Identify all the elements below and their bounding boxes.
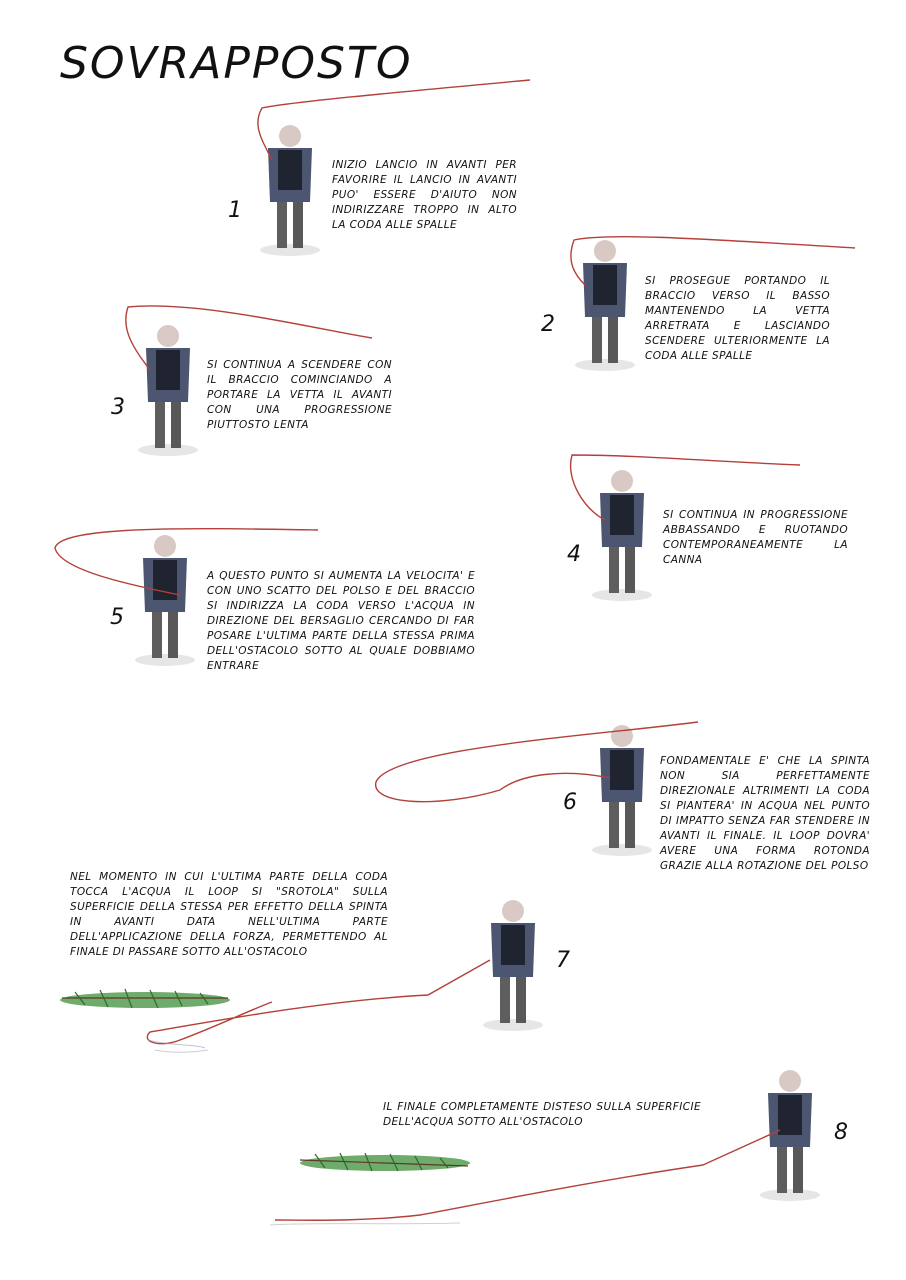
- step-description-1: INIZIO LANCIO IN AVANTI PER FAVORIRE IL LANCIO IN AVANTI PUO' ESSERE D'AIUTO NON INDIRIZZARE TROPPO IN ALTO LA CODA ALLE SPALLE: [332, 159, 517, 231]
- step-number-4: 4: [567, 542, 581, 567]
- step-description-3: SI CONTINUA A SCENDERE CON IL BRACCIO COMINCIANDO A PORTARE LA VETTA IL AVANTI CON UNA PROGRESSIONE PIUTTOSTO LENTA: [207, 359, 392, 431]
- step-number-1: 1: [228, 198, 242, 223]
- step-description-8: IL FINALE COMPLETAMENTE DISTESO SULLA SUPERFICIE DELL'ACQUA SOTTO ALL'OSTACOLO: [383, 1101, 701, 1128]
- step-number-8: 8: [834, 1120, 848, 1145]
- step-description-6: FONDAMENTALE E' CHE LA SPINTA NON SIA PERFETTAMENTE DIREZIONALE ALTRIMENTI LA CODA SI PIANTERA' IN ACQUA NEL PUNTO DI IMPATTO SENZA FAR STENDERE IN AVANTI IL FINALE. IL LOOP DOVRA' AVERE UNA FORMA ROTONDA GRAZIE ALLA ROTAZIONE DEL POLSO: [660, 755, 870, 872]
- step-description-4: SI CONTINUA IN PROGRESSIONE ABBASSANDO E RUOTANDO CONTEMPORANEAMENTE LA CANNA: [663, 509, 848, 566]
- step-number-6: 6: [563, 790, 577, 815]
- tree-branch-obstacle-1: [60, 989, 230, 1008]
- step-description-5: A QUESTO PUNTO SI AUMENTA LA VELOCITA' E CON UNO SCATTO DEL POLSO E DEL BRACCIO SI INDIRIZZA LA CODA VERSO L'ACQUA IN DIREZIONE DEL BERSAGLIO CERCANDO DI FAR POSARE L'ULTIMA PARTE DELLA STESSA PRIMA DELL'OSTACOLO SOTTO AL QUALE DOBBIAMO ENTRARE: [207, 570, 475, 672]
- step-description-2: SI PROSEGUE PORTANDO IL BRACCIO VERSO IL BASSO MANTENENDO LA VETTA ARRETRATA E LASCIANDO SCENDERE ULTERIORMENTE LA CODA ALLE SPALLE: [645, 275, 830, 362]
- step-number-3: 3: [111, 395, 125, 420]
- angler-figure-8: [270, 1070, 820, 1225]
- step-number-5: 5: [110, 605, 124, 630]
- step-description-7: NEL MOMENTO IN CUI L'ULTIMA PARTE DELLA CODA TOCCA L'ACQUA IL LOOP SI "SROTOLA" SULLA SUPERFICIE DELLA STESSA PER EFFETTO DELLA SPINTA IN AVANTI DATA NELL'ULTIMA PARTE DELL'APPLICAZIONE DELLA FORZA, PERMETTENDO AL FINALE DI PASSARE SOTTO ALL'OSTACOLO: [70, 871, 388, 958]
- page-title: SOVRAPPOSTO: [60, 38, 413, 89]
- step-number-7: 7: [556, 948, 570, 973]
- tree-branch-obstacle-2: [300, 1153, 470, 1171]
- step-number-2: 2: [541, 312, 555, 337]
- angler-figure-6: [376, 722, 698, 856]
